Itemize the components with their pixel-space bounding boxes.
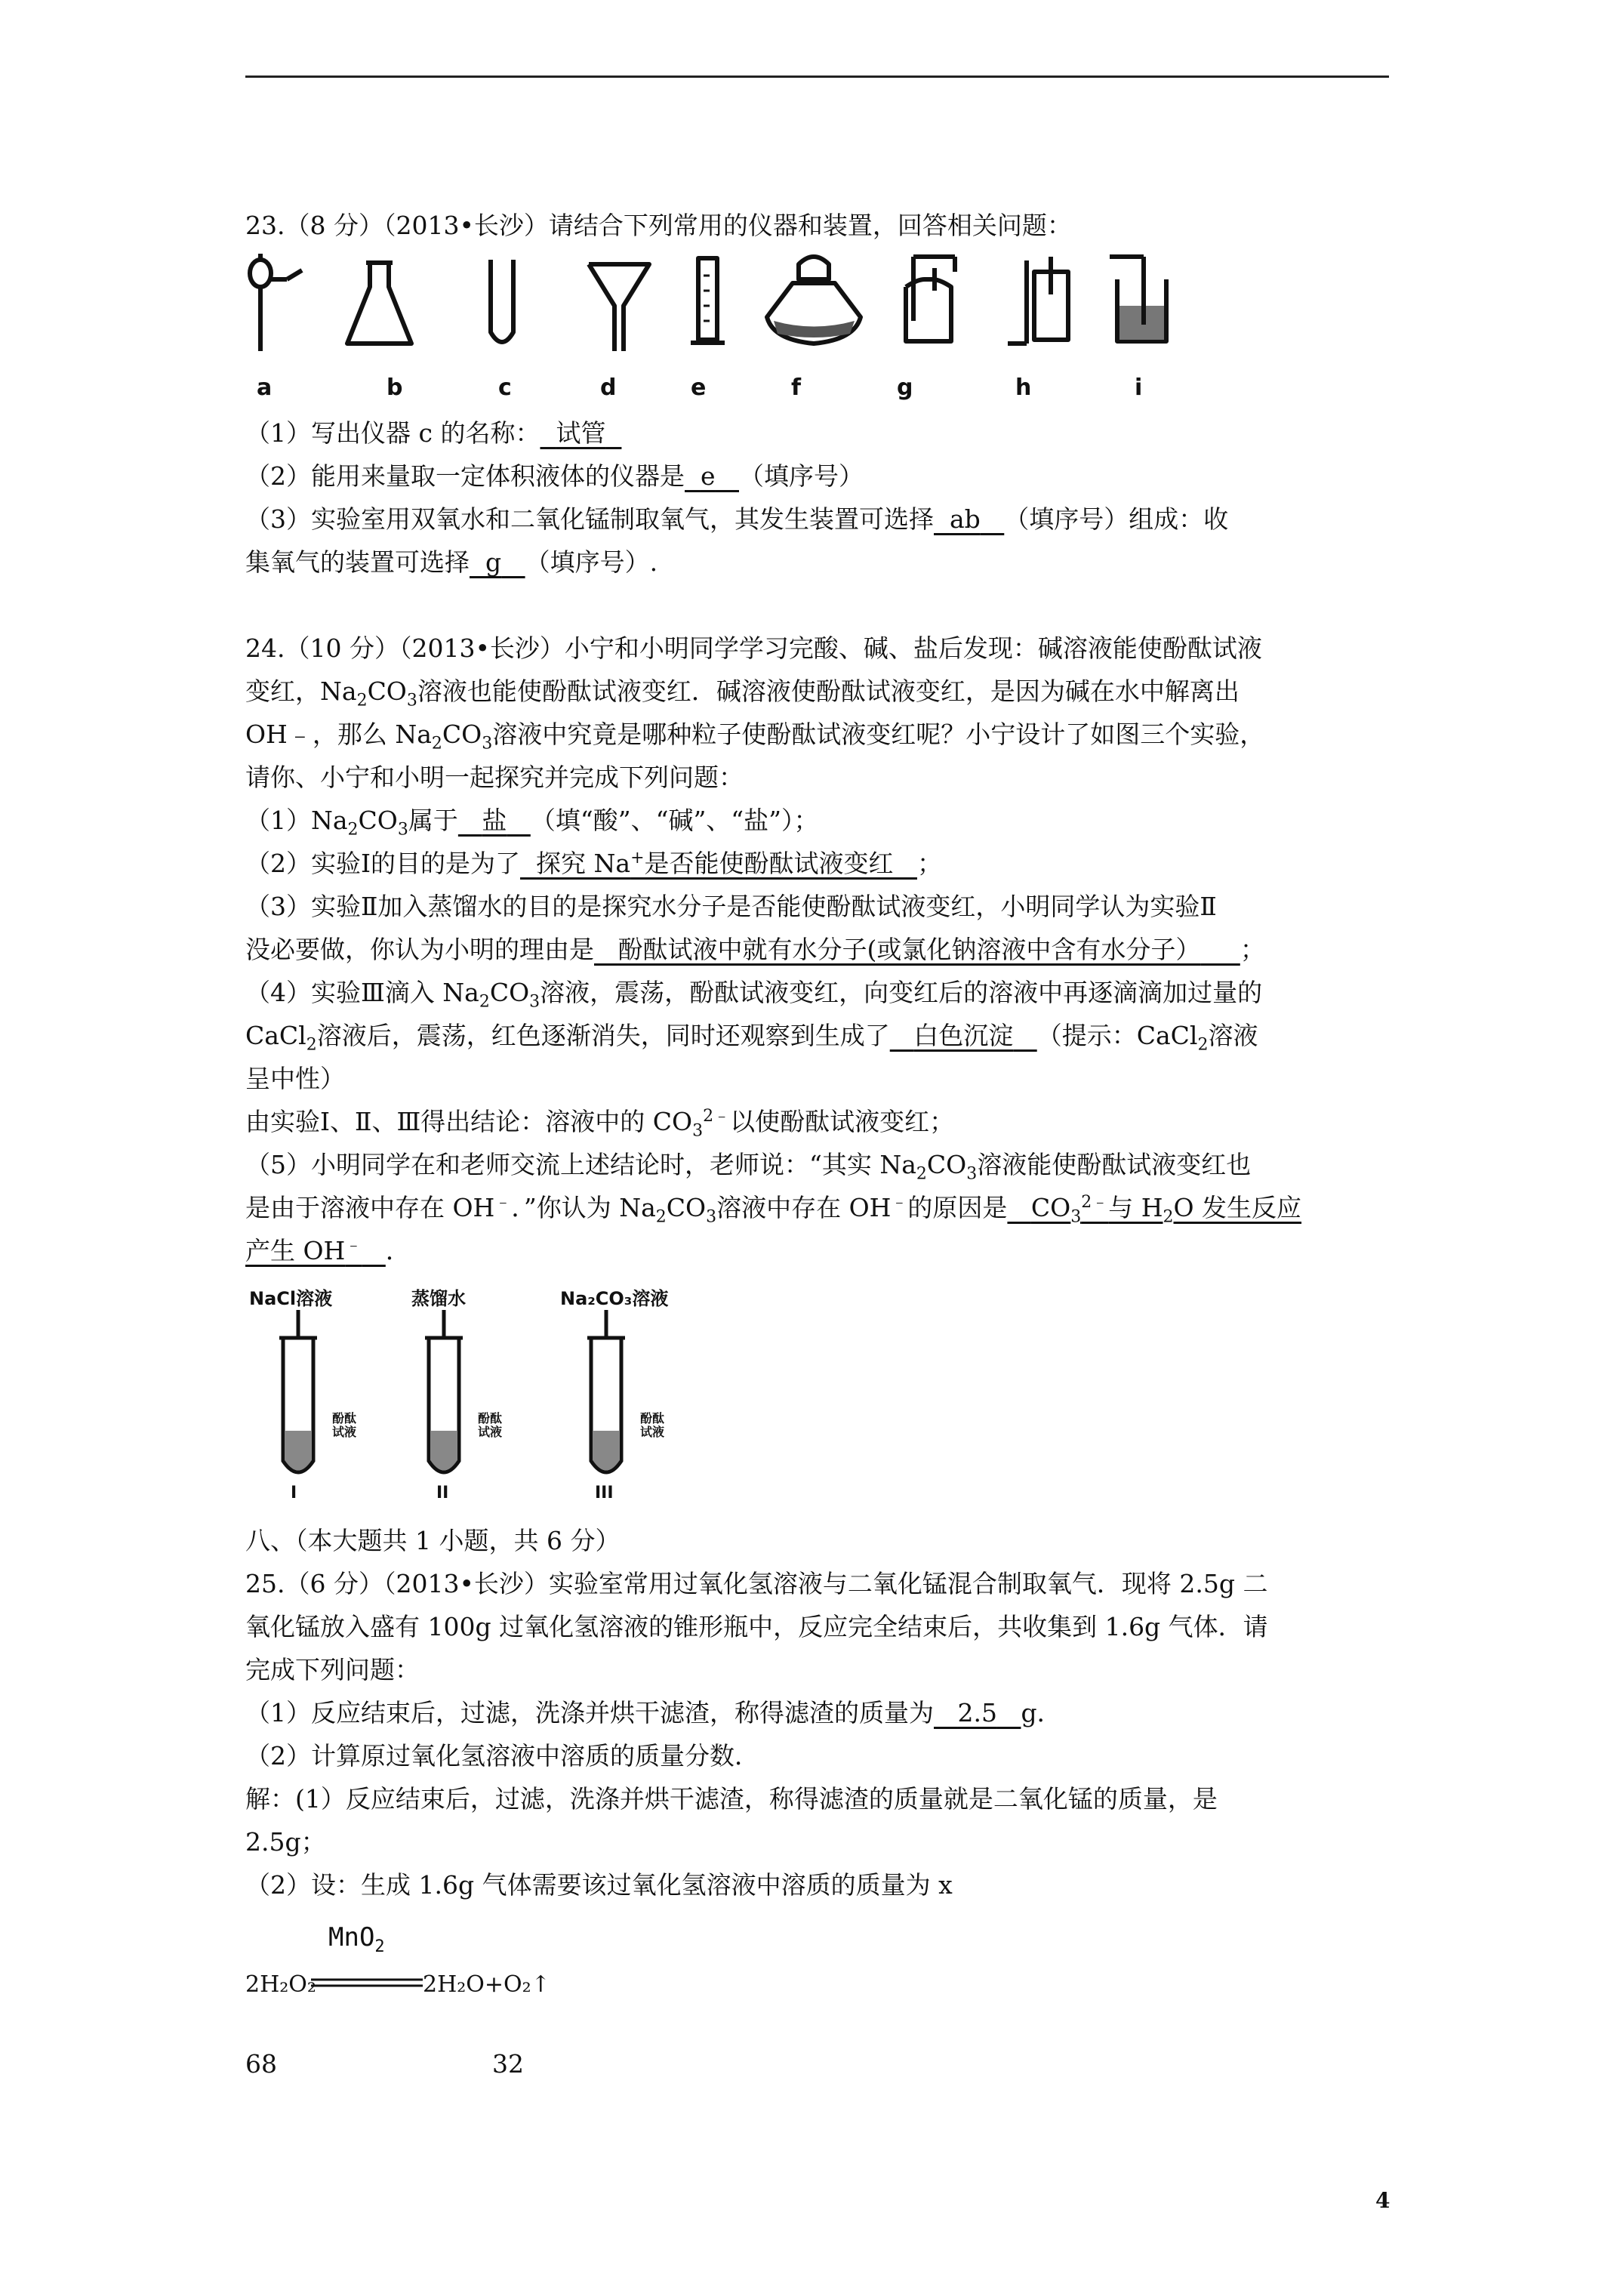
- q25-line1: 25.（6 分）（2013•长沙）实验室常用过氧化氢溶液与二氧化锰混合制取氧气．现将 2.5g 二: [245, 1569, 1268, 1598]
- test-tube-icon: [491, 260, 513, 342]
- gas-bottle-icon: [906, 257, 955, 341]
- equation-right: 2H₂O+O₂↑: [423, 1971, 550, 1998]
- alcohol-lamp-icon: [767, 257, 861, 344]
- q23-part3: （3）实验室用双氧水和二氧化锰制取氧气，其发生装置可选择 ab （填序号）组成：收: [245, 504, 1229, 534]
- q23-part1: （1）写出仪器 c 的名称： 试管: [245, 418, 621, 449]
- tube-side-II: 酚酞试液: [478, 1411, 503, 1439]
- q23-answer1: 试管: [556, 418, 606, 448]
- q24-line1: 24.（10 分）（2013•长沙）小宁和小明同学学习完酸、碱、盐后发现：碱溶液能使酚酞试液: [245, 633, 1262, 663]
- mass-68: 68: [245, 2049, 277, 2079]
- q24-answer3: 酚酞试液中就有水分子(或氯化钠溶液中含有水分子）: [617, 935, 1201, 964]
- tube-III-icon: [587, 1310, 625, 1472]
- mass-32: 32: [492, 2049, 524, 2079]
- q24-part1: $(1)Na_2CO_3$属于 盐 （填“酸”、“碱”、“盐”）；: [245, 806, 819, 840]
- q25-line3: 完成下列问题：: [245, 1655, 420, 1684]
- q25-part2: （2）计算原过氧化氢溶液中溶质的质量分数．: [245, 1741, 759, 1771]
- label-g: g: [897, 374, 913, 401]
- label-e: e: [691, 374, 707, 401]
- label-b: b: [387, 374, 403, 401]
- q24-line2: 变红，$Na_2CO_3$溶液也能使酚酞试液变红．碱溶液使酚酞试液变红，是因为碱在水中解离出: [245, 676, 1240, 710]
- q24-conclusion: 由实验Ⅰ、Ⅱ、Ⅲ得出结论：溶液中的 $CO_3^{2﹣}$以使酚酞试液变红；: [245, 1107, 955, 1141]
- beaker-icon: [1110, 257, 1166, 341]
- q24-line4: 请你、小宁和小明一起探究并完成下列问题：: [245, 763, 744, 792]
- q24-part5c: 产生 OH﹣ ．: [245, 1236, 411, 1265]
- tube-roman-I: I: [291, 1484, 297, 1502]
- q23-title: 23.（8 分）（2013•长沙）请结合下列常用的仪器和装置，回答相关问题：: [245, 211, 1072, 240]
- tube-label-nacl: NaCl溶液: [249, 1288, 333, 1309]
- equation-double-bar: [311, 1976, 423, 1991]
- q25-answer1: 2.5: [957, 1698, 997, 1727]
- q24-part2: （2）实验Ⅰ的目的是为了 探究 Na+是否能使酚酞试液变红 ；: [245, 849, 942, 878]
- tube-side-III: 酚酞试液: [640, 1411, 665, 1439]
- q24-line3: OH﹣，那么 $Na_2CO_3$溶液中究竟是哪种粒子使酚酞试液变红呢？小宁设计了如图三个实验，: [245, 720, 1265, 754]
- q24-part4c: 呈中性）: [245, 1064, 345, 1093]
- funnel-icon: [589, 264, 649, 351]
- tube-roman-III: III: [595, 1484, 614, 1502]
- label-c: c: [498, 374, 512, 401]
- q23-answer3: ab: [949, 504, 981, 534]
- q25-solution1: 解：(1）反应结束后，过滤，洗涤并烘干滤渣，称得滤渣的质量就是二氧化锰的质量，是: [245, 1784, 1218, 1814]
- tube-label-water: 蒸馏水: [411, 1288, 466, 1309]
- equation-left: 2H₂O₂: [245, 1971, 316, 1998]
- q25-part1: （1）反应结束后，过滤，洗涤并烘干滤渣，称得滤渣的质量为 2.5 g．: [245, 1698, 1062, 1727]
- label-h: h: [1015, 374, 1032, 401]
- q24-answer5-cont: 产生 OH﹣: [245, 1236, 362, 1265]
- q24-answer1: 盐: [482, 806, 507, 835]
- q23-part3b: 集氧气的装置可选择 g （填序号）.: [245, 547, 658, 577]
- test-tubes-figure: [242, 1306, 679, 1487]
- q24-answer4: 白色沉淀: [913, 1021, 1014, 1050]
- section-8-heading: 八、（本大题共 1 小题，共 6 分）: [245, 1526, 621, 1555]
- q24-part5: （5）小明同学在和老师交流上述结论时，老师说：“其实 $Na_2CO_3$溶液能使酚酞试液变红也: [245, 1150, 1252, 1184]
- tube-roman-II: II: [436, 1484, 449, 1502]
- label-i: i: [1135, 374, 1143, 401]
- q24-part4: （4）实验Ⅲ滴入 $Na_2CO_3$溶液，震荡，酚酞试液变红，向变红后的溶液中再逐滴滴加过量的: [245, 978, 1263, 1012]
- tube-II-icon: [425, 1310, 463, 1472]
- q23-answer2: e: [700, 461, 716, 491]
- tube-label-na2co3: Na₂CO₃溶液: [560, 1288, 669, 1309]
- separatory-funnel-icon: [250, 254, 302, 351]
- q25-solution2: 2.5g；: [245, 1827, 326, 1857]
- label-d: d: [600, 374, 617, 401]
- wash-bottle-icon: [1008, 257, 1068, 344]
- header-rule: [245, 76, 1389, 78]
- q24-part4b: CaCl$_2$溶液后，震荡，红色逐渐消失，同时还观察到生成了 白色沉淀 （提示：CaCl$_2$溶液: [245, 1021, 1258, 1055]
- q24-part5b: 是由于溶液中存在 OH﹣．”你认为 $Na_2CO_3$溶液中存在 OH﹣的原因是 $CO_3^{2﹣}$与 $H_2O$ 发生反应: [245, 1193, 1302, 1227]
- q24-part3: （3）实验Ⅱ加入蒸馏水的目的是探究水分子是否能使酚酞试液变红，小明同学认为实验Ⅱ: [245, 892, 1217, 921]
- q25-solution3: （2）设：生成 1.6g 气体需要该过氧化氢溶液中溶质的质量为 x: [245, 1870, 953, 1900]
- q23-answer4: g: [485, 547, 502, 577]
- q24-part3b: 没必要做，你认为小明的理由是 酚酞试液中就有水分子(或氯化钠溶液中含有水分子） ；: [245, 935, 1265, 964]
- q23-part2: （2）能用来量取一定体积液体的仪器是 e （填序号）: [245, 461, 864, 491]
- q25-line2: 氧化锰放入盛有 100g 过氧化氢溶液的锥形瓶中，反应完全结束后，共收集到 1.6g 气体．请: [245, 1612, 1268, 1641]
- q24-answer5: $CO_3^{2﹣}$与 $H_2O$ 发生反应: [1030, 1193, 1302, 1227]
- graduated-cylinder-icon: [691, 258, 725, 343]
- tube-I-icon: [279, 1310, 317, 1472]
- label-f: f: [791, 374, 802, 401]
- equation-catalyst: MnO$_2$: [328, 1922, 385, 1956]
- page-number: 4: [1375, 2188, 1390, 2213]
- label-a: a: [257, 374, 273, 401]
- q24-answer2: 探究 Na+是否能使酚酞试液变红: [536, 849, 894, 878]
- conical-flask-icon: [347, 263, 411, 344]
- tube-side-I: 酚酞试液: [332, 1411, 357, 1439]
